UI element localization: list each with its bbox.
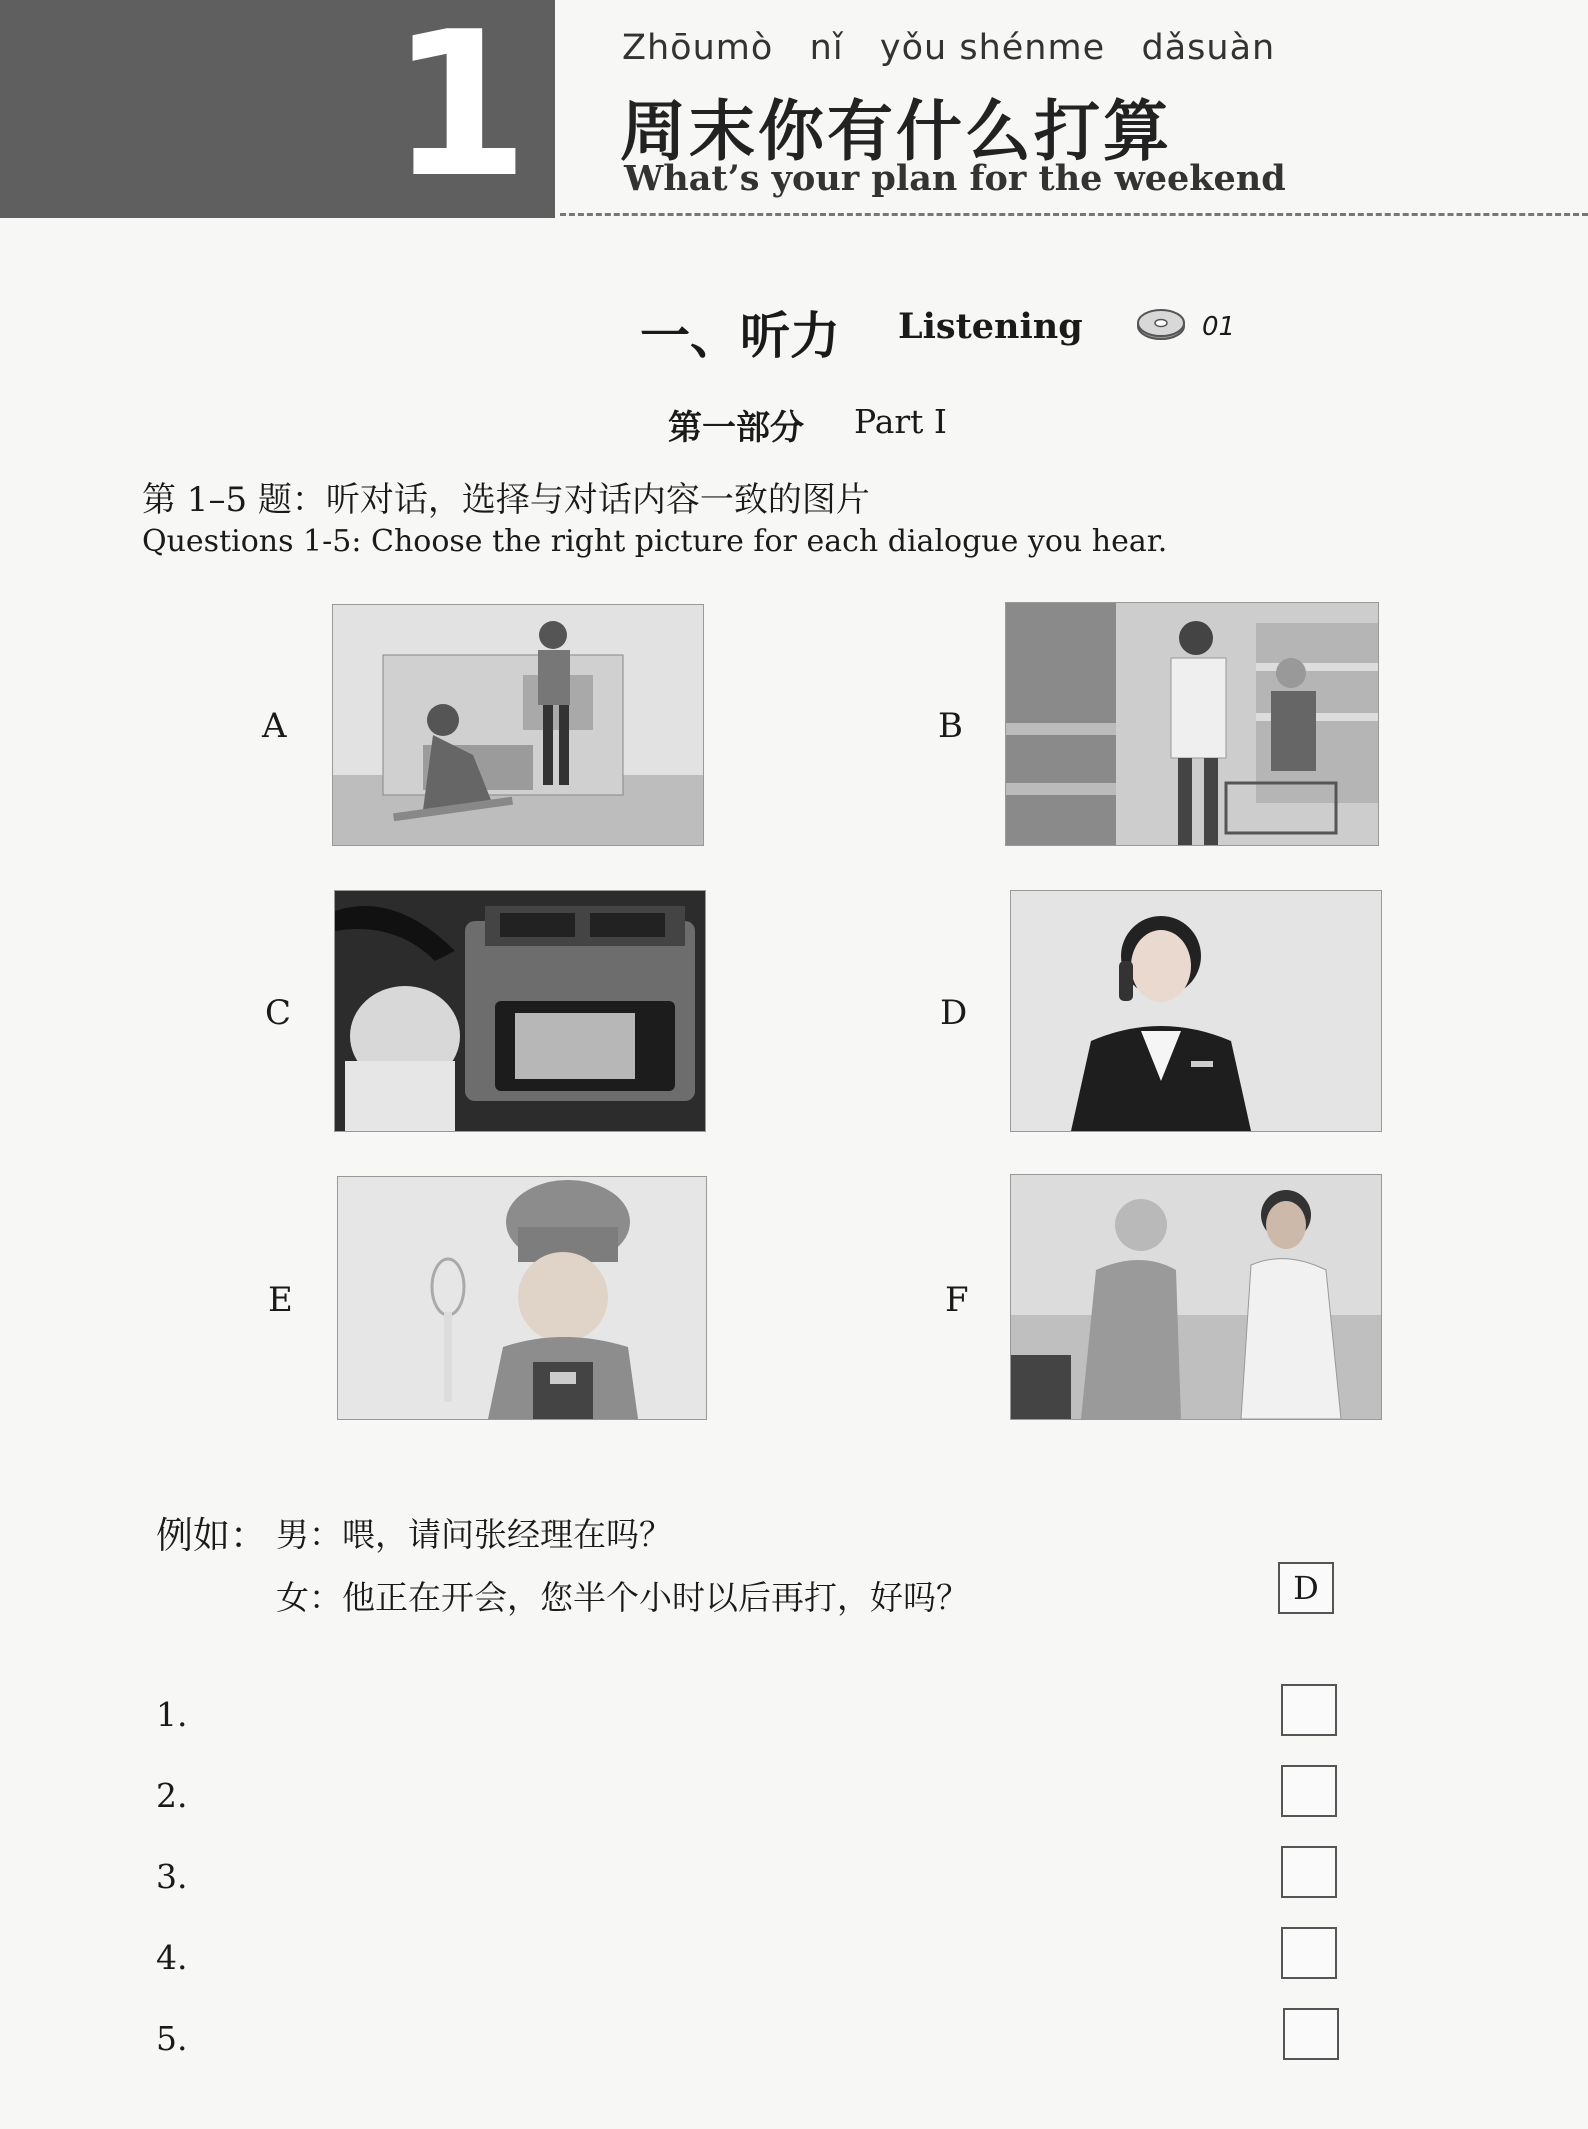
picture-label-a: A <box>262 706 287 746</box>
picture-label-b: B <box>938 706 963 746</box>
title-pinyin: Zhōumò nǐ yǒu shénme dǎsuàn <box>622 28 1276 68</box>
picture-d-woman-on-phone <box>1010 890 1382 1132</box>
lesson-number-block <box>0 0 555 222</box>
picture-a-couple-moving-boxes <box>332 604 704 846</box>
picture-label-c: C <box>265 993 292 1033</box>
example-answer-box: D <box>1278 1562 1334 1614</box>
picture-label-f: F <box>945 1280 969 1320</box>
instructions-english: Questions 1-5: Choose the right picture for each dialogue you hear. <box>142 524 1168 559</box>
question-number-1: 1. <box>156 1695 188 1734</box>
picture-label-d: D <box>940 993 968 1033</box>
picture-c-car-dashboard <box>334 890 706 1132</box>
question-number-3: 3. <box>156 1857 188 1896</box>
cd-icon <box>1136 306 1186 342</box>
section-title-chinese: 一、听力 <box>640 306 840 365</box>
instructions-chinese: 第 1–5 题：听对话，选择与对话内容一致的图片 <box>142 480 870 520</box>
example-woman-line: 女：他正在开会，您半个小时以后再打，好吗？ <box>276 1578 969 1617</box>
audio-track-number: 01 <box>1202 312 1236 342</box>
question-number-4: 4. <box>156 1938 188 1977</box>
question-number-5: 5. <box>156 2019 188 2058</box>
lesson-number: 1 <box>390 0 530 222</box>
example-man-line: 男：喂，请问张经理在吗？ <box>276 1515 672 1554</box>
answer-box-4[interactable] <box>1281 1927 1337 1979</box>
part-title-chinese: 第一部分 <box>668 408 804 448</box>
title-chinese: 周末你有什么打算 <box>620 93 1172 170</box>
question-number-2: 2. <box>156 1776 188 1815</box>
title-english: What’s your plan for the weekend <box>624 158 1286 199</box>
example-label: 例如： <box>156 1514 267 1557</box>
header-divider <box>560 213 1588 216</box>
picture-label-e: E <box>268 1280 293 1320</box>
answer-box-5[interactable] <box>1283 2008 1339 2060</box>
picture-f-couple-arguing <box>1010 1174 1382 1420</box>
answer-box-1[interactable] <box>1281 1684 1337 1736</box>
picture-b-couple-supermarket <box>1005 602 1379 846</box>
answer-box-3[interactable] <box>1281 1846 1337 1898</box>
section-title-english: Listening <box>898 306 1083 347</box>
picture-e-child-chef <box>337 1176 707 1420</box>
part-title-english: Part Ⅰ <box>854 402 947 441</box>
answer-box-2[interactable] <box>1281 1765 1337 1817</box>
